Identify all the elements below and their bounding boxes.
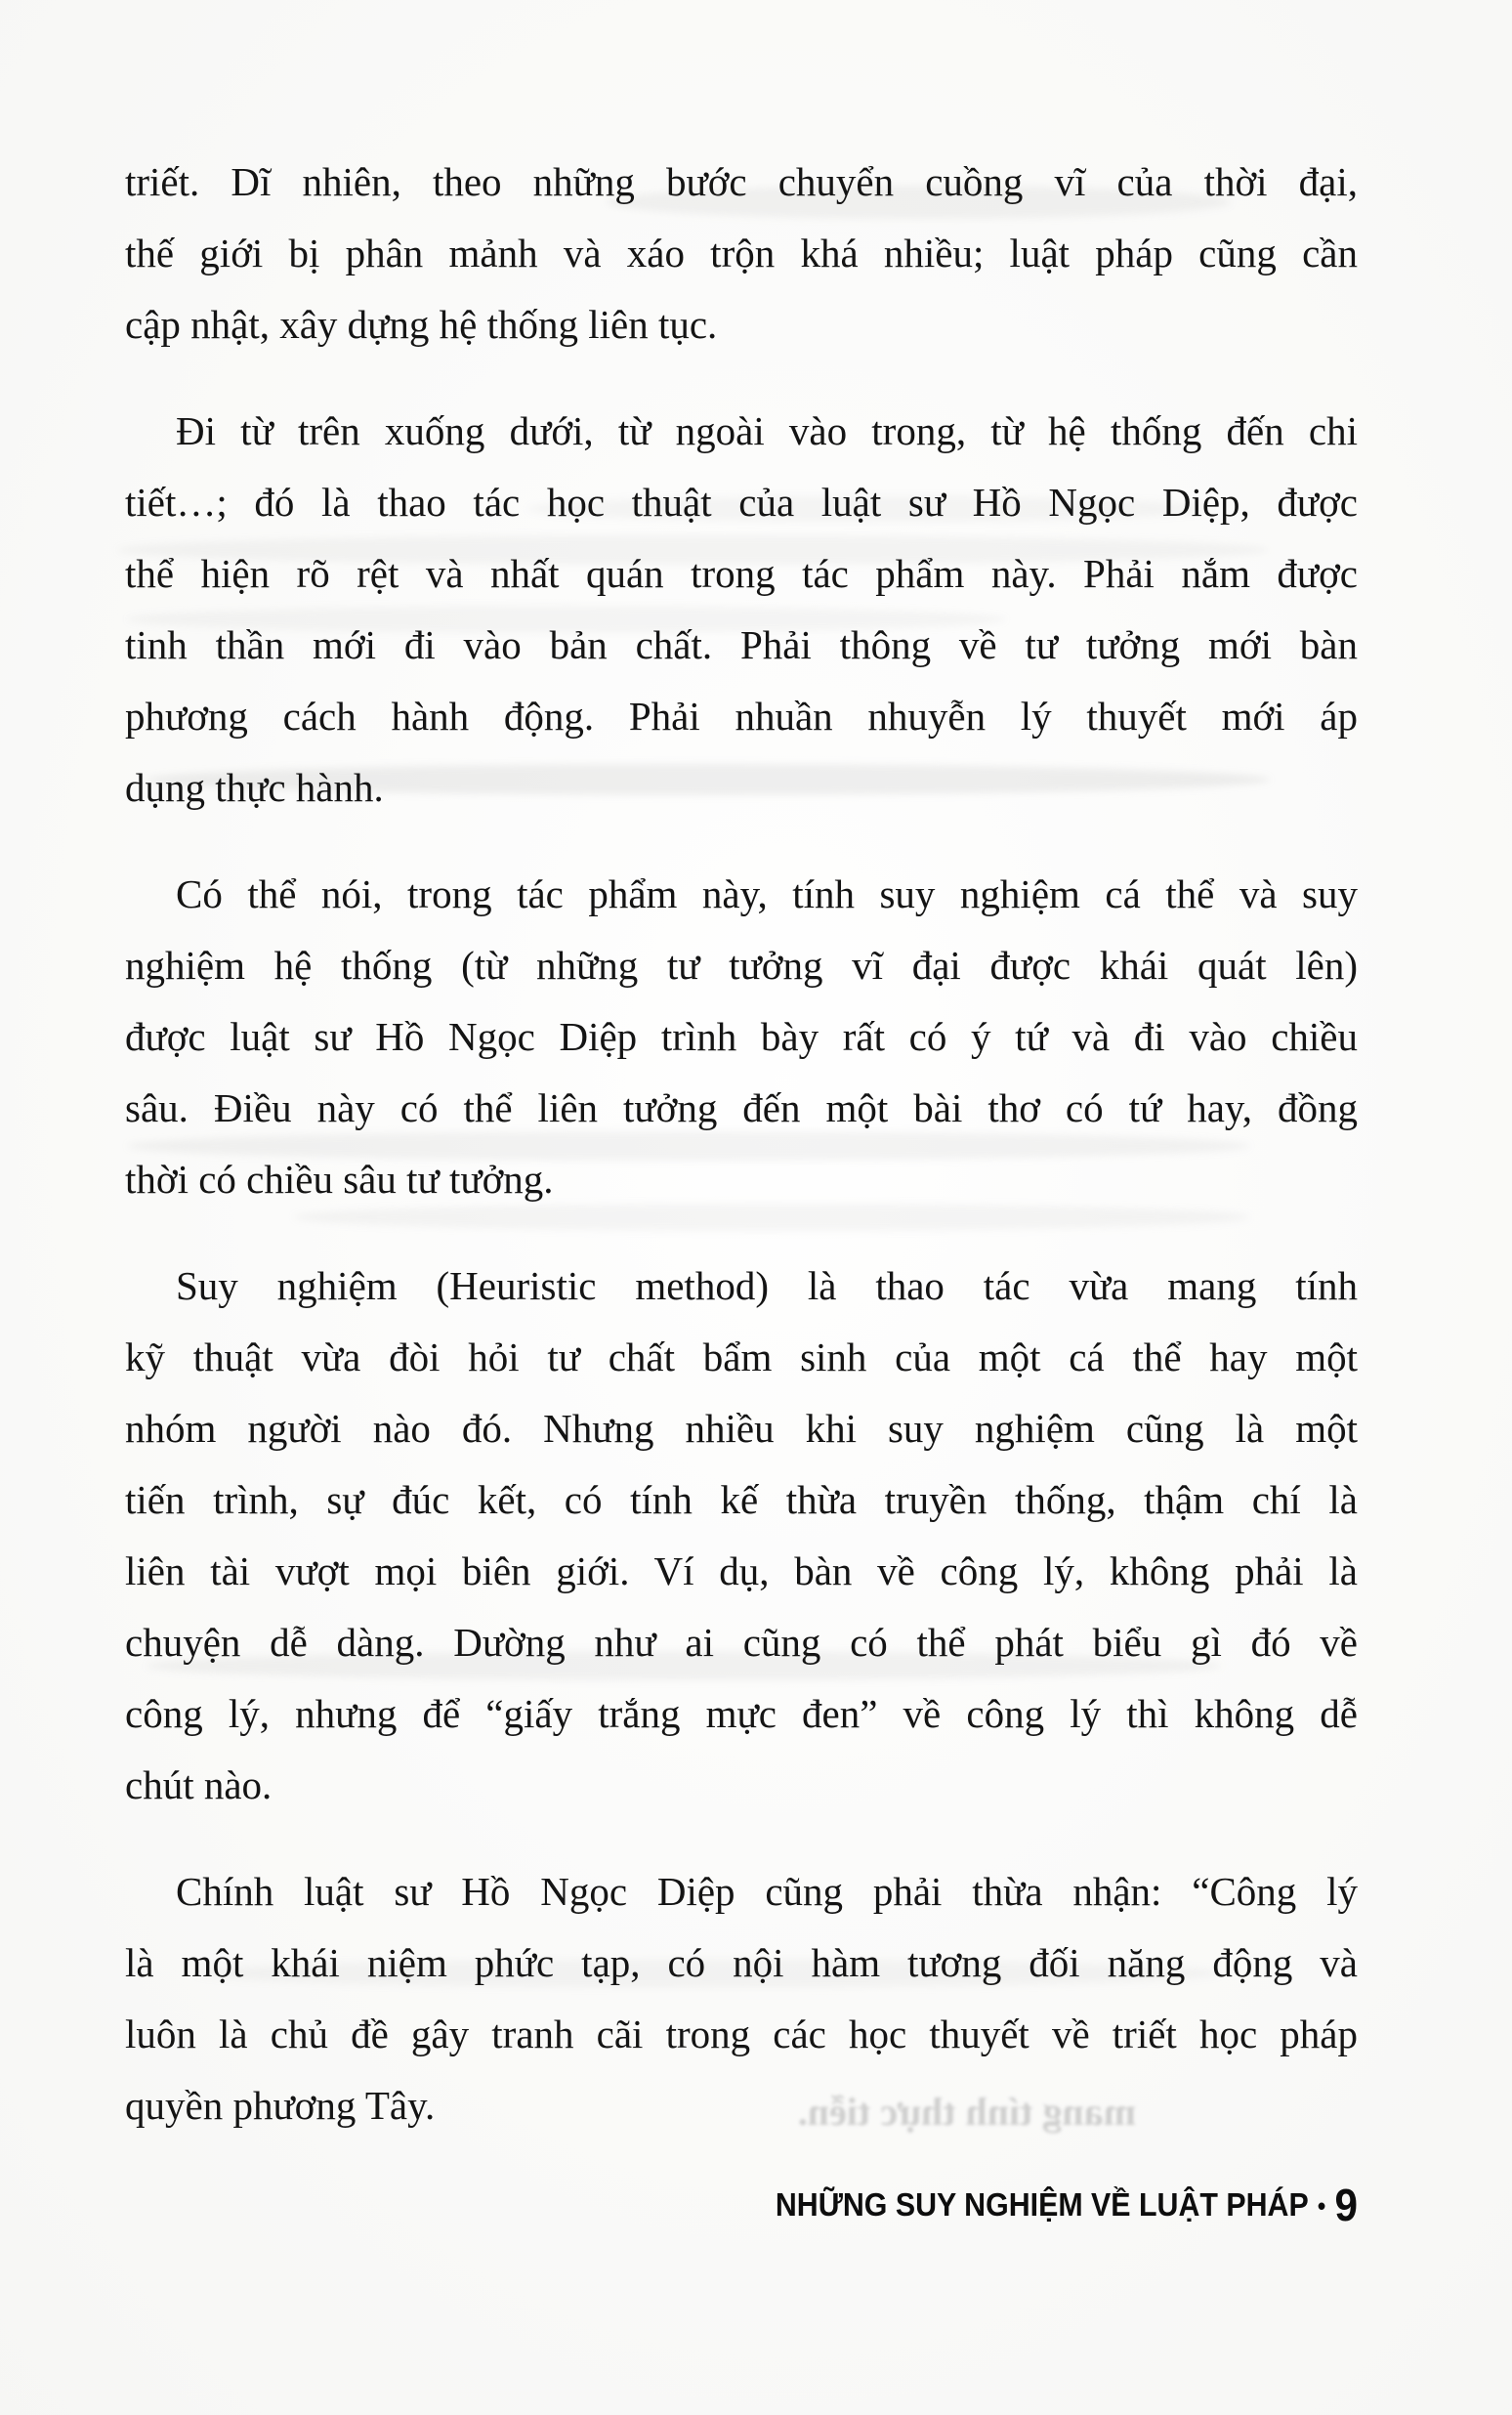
paragraph bbox=[125, 1250, 1358, 1821]
paragraph bbox=[125, 396, 1358, 824]
footer-bullet-separator: • bbox=[1317, 2190, 1326, 2221]
running-title: NHỮNG SUY NGHIỆM VỀ LUẬT PHÁP bbox=[775, 2186, 1309, 2223]
text-line: quyền phương Tây. bbox=[125, 2083, 436, 2128]
text-line: Chính luật sư Hồ Ngọc Diệp cũng phải thừa nhận: “Công lý bbox=[176, 1869, 1358, 1914]
page-number: 9 bbox=[1334, 2179, 1358, 2230]
page-footer bbox=[775, 2179, 1358, 2230]
text-line: phương cách hành động. Phải nhuần nhuyễn lý thuyết mới áp bbox=[125, 694, 1358, 739]
text-line: luôn là chủ đề gây tranh cãi trong các học thuyết về triết học pháp bbox=[125, 2012, 1358, 2056]
text-line: thể hiện rõ rệt và nhất quán trong tác phẩm này. Phải nắm được bbox=[125, 551, 1358, 596]
text-line: chuyện dễ dàng. Dường như ai cũng có thể phát biểu gì đó về bbox=[125, 1620, 1358, 1665]
text-line: chút nào. bbox=[125, 1762, 273, 1807]
text-line: liên tài vượt mọi biên giới. Ví dụ, bàn về công lý, không phải là bbox=[125, 1548, 1358, 1593]
text-line: tiết…; đó là thao tác học thuật của luật sư Hồ Ngọc Diệp, được bbox=[125, 480, 1358, 525]
text-line: Đi từ trên xuống dưới, từ ngoài vào trong, từ hệ thống đến chi bbox=[176, 408, 1358, 453]
text-line: nghiệm hệ thống (từ những tư tưởng vĩ đại được khái quát lên) bbox=[125, 943, 1358, 988]
paragraph bbox=[125, 147, 1358, 360]
page-text bbox=[125, 147, 1358, 2177]
text-line: tinh thần mới đi vào bản chất. Phải thông về tư tưởng mới bàn bbox=[125, 622, 1358, 667]
paragraph bbox=[125, 1856, 1358, 2141]
paragraph bbox=[125, 859, 1358, 1215]
text-line: là một khái niệm phức tạp, có nội hàm tương đối năng động và bbox=[125, 1940, 1358, 1985]
bleedthrough-ghost-text: mang tính thực tiễn. bbox=[797, 2090, 1137, 2134]
text-line: được luật sư Hồ Ngọc Diệp trình bày rất có ý tứ và đi vào chiều bbox=[125, 1014, 1358, 1059]
text-line: sâu. Điều này có thể liên tưởng đến một bài thơ có tứ hay, đồng bbox=[125, 1085, 1358, 1130]
text-line: Suy nghiệm (Heuristic method) là thao tác vừa mang tính bbox=[176, 1263, 1358, 1308]
text-line: cập nhật, xây dựng hệ thống liên tục. bbox=[125, 302, 718, 347]
text-line: tiến trình, sự đúc kết, có tính kế thừa truyền thống, thậm chí là bbox=[125, 1477, 1358, 1522]
text-line: thời có chiều sâu tư tưởng. bbox=[125, 1157, 554, 1202]
text-line: thế giới bị phân mảnh và xáo trộn khá nhiều; luật pháp cũng cần bbox=[125, 231, 1358, 275]
text-line: kỹ thuật vừa đòi hỏi tư chất bẩm sinh của một cá thể hay một bbox=[125, 1335, 1358, 1379]
text-line: Có thể nói, trong tác phẩm này, tính suy nghiệm cá thể và suy bbox=[176, 871, 1358, 916]
text-line: dụng thực hành. bbox=[125, 765, 384, 810]
text-line: triết. Dĩ nhiên, theo những bước chuyển cuồng vĩ của thời đại, bbox=[125, 159, 1358, 204]
text-line: công lý, nhưng để “giấy trắng mực đen” về công lý thì không dễ bbox=[125, 1691, 1358, 1736]
text-line: nhóm người nào đó. Nhưng nhiều khi suy nghiệm cũng là một bbox=[125, 1406, 1358, 1451]
